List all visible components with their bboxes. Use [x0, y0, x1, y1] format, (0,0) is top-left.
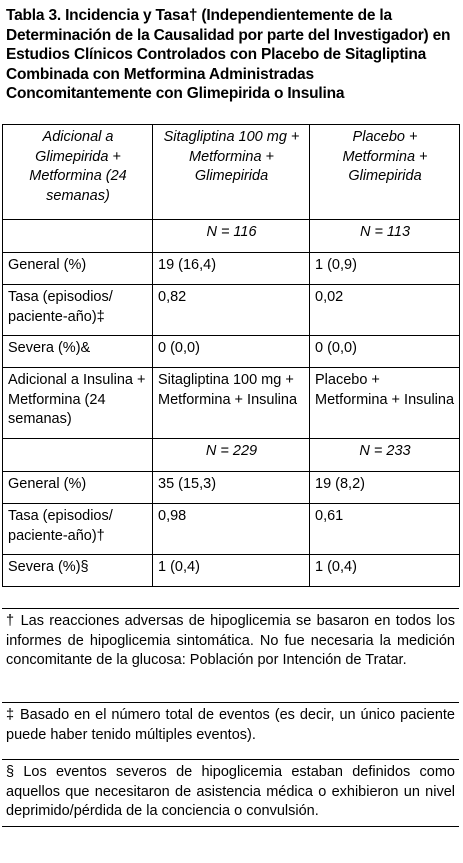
footnote-text: ‡ Basado en el número total de eventos (es decir, un único paciente puede haber tenido múltiples eventos).: [6, 707, 455, 743]
section2-n-empty: [3, 439, 153, 472]
table-row: [3, 285, 460, 336]
row-value-sitagliptina: 35 (15,3): [153, 472, 310, 504]
row-value-placebo: 19 (8,2): [310, 472, 460, 504]
footnote-text: § Los eventos severos de hipoglicemia estaban definidos como aquellos que necesitaron de asistencia médica o exhibieron un nivel deprimido/pérdida de la conciencia o convulsión.: [6, 764, 455, 819]
section2-n-row: [3, 439, 460, 472]
hypoglycemia-table: [2, 124, 460, 587]
section1-label-cell: Adicional a Glimepirida + Metformina (24 semanas): [3, 125, 153, 220]
row-label: General (%): [3, 472, 153, 504]
row-value-sitagliptina: 0,82: [153, 285, 310, 336]
row-value-placebo: 0,61: [310, 504, 460, 555]
row-value-sitagliptina: 0 (0,0): [153, 336, 310, 368]
row-value-placebo: 1 (0,4): [310, 555, 460, 587]
table-row: [3, 472, 460, 504]
section2-n-sitagliptina: N = 229: [153, 439, 310, 472]
row-value-placebo: 0 (0,0): [310, 336, 460, 368]
footnote-text: † Las reacciones adversas de hipoglicemia se basaron en todos los informes de hipoglicemia sintomática. No fue necesaria la medición concomitante de la glucosa: Población por Intención de Tratar.: [6, 613, 455, 668]
row-value-sitagliptina: 0,98: [153, 504, 310, 555]
footnote-dagger: [2, 608, 459, 675]
table-row: [3, 336, 460, 368]
table-title: Tabla 3. Incidencia y Tasa† (Independientemente de la Determinación de la Causalidad por parte del Investigador) en Estudios Clínicos Controlados con Placebo de Sitagliptina Combinada con Metformina Administradas Concomitantemente con Glimepirida o Insulina: [6, 7, 451, 102]
section2-n-placebo: N = 233: [310, 439, 460, 472]
row-label: Tasa (episodios/ paciente-año)†: [3, 504, 153, 555]
row-label: Tasa (episodios/ paciente-año)‡: [3, 285, 153, 336]
row-label: Severa (%)§: [3, 555, 153, 587]
section1-placebo-header: Placebo + Metformina + Glimepirida: [310, 125, 460, 220]
section1-sitagliptina-header: Sitagliptina 100 mg + Metformina + Glimepirida: [153, 125, 310, 220]
section1-n-empty: [3, 220, 153, 253]
section2-placebo-header: Placebo + Metformina + Insulina: [310, 368, 460, 439]
row-value-sitagliptina: 19 (16,4): [153, 253, 310, 285]
table-row: [3, 504, 460, 555]
row-value-sitagliptina: 1 (0,4): [153, 555, 310, 587]
section2-label-cell: Adicional a Insulina + Metformina (24 semanas): [3, 368, 153, 439]
section2-header-row: [3, 368, 460, 439]
row-value-placebo: 1 (0,9): [310, 253, 460, 285]
row-label: General (%): [3, 253, 153, 285]
footnote-section: [2, 759, 459, 827]
row-value-placebo: 0,02: [310, 285, 460, 336]
section2-sitagliptina-header: Sitagliptina 100 mg + Metformina + Insulina: [153, 368, 310, 439]
table-row: [3, 555, 460, 587]
section1-n-sitagliptina: N = 116: [153, 220, 310, 253]
section1-n-row: [3, 220, 460, 253]
row-label: Severa (%)&: [3, 336, 153, 368]
table-row: [3, 253, 460, 285]
footnote-double-dagger: [2, 702, 459, 749]
section1-n-placebo: N = 113: [310, 220, 460, 253]
section1-header-row: [3, 125, 460, 220]
